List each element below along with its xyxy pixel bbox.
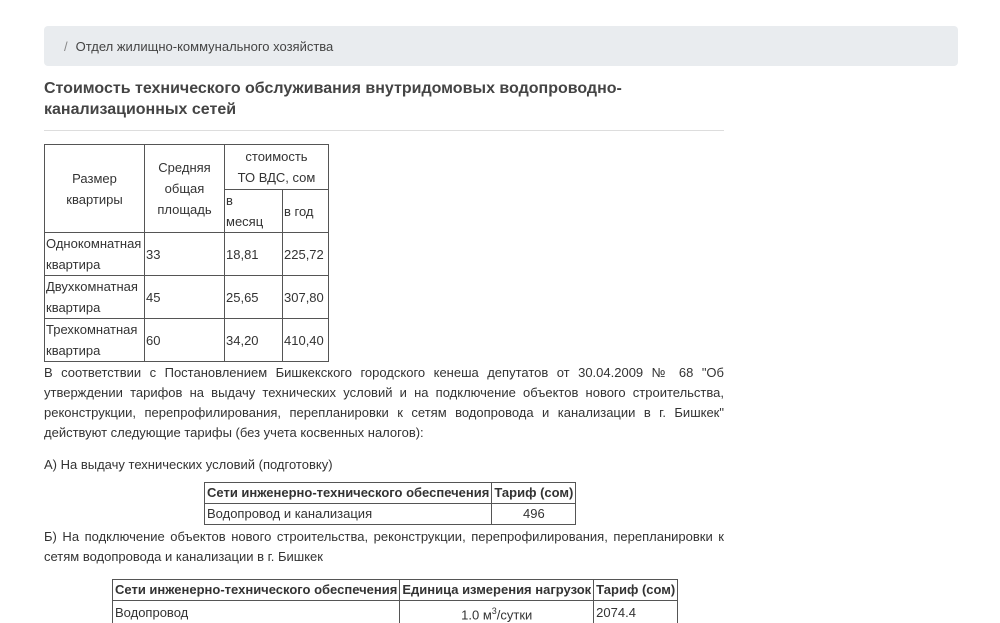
header-networks: Сети инженерно-технического обеспечения [205, 483, 492, 504]
header-tariff: Тариф (сом) [594, 580, 678, 601]
maintenance-cost-table [44, 144, 329, 362]
section-b-heading: Б) На подключение объектов нового строительства, реконструкции, перепрофилирования, перепланировки к сетям водопровода и канализации в г. Бишкек [44, 529, 724, 564]
header-tariff: Тариф (сом) [492, 483, 576, 504]
table-row [205, 504, 576, 525]
cell-load-unit: 1.0 $м^3$/сутки [400, 601, 594, 623]
header-cost: стоимость ТО ВДС, сом [225, 145, 329, 190]
technical-conditions-table [204, 482, 576, 525]
cell-year: 307,80 [283, 276, 329, 319]
cell-year: 410,40 [283, 319, 329, 362]
cell-apartment: Двухкомнатная квартира [45, 276, 145, 319]
cell-network: Водопровод [113, 601, 400, 623]
header-per-month: в месяц [225, 190, 283, 233]
cell-area: 45 [145, 276, 225, 319]
breadcrumb [44, 26, 958, 66]
header-networks: Сети инженерно-технического обеспечения [113, 580, 400, 601]
cell-month: 18,81 [225, 233, 283, 276]
cell-apartment: Однокомнатная квартира [45, 233, 145, 276]
cell-area: 33 [145, 233, 225, 276]
cell-network: Водопровод и канализация [205, 504, 492, 525]
cell-area: 60 [145, 319, 225, 362]
section-a-heading: А) На выдачу технических условий (подготовку) [44, 457, 333, 472]
page-title-line1: Стоимость технического обслуживания внутридомовых водопроводно- [44, 80, 622, 97]
table-header-row [45, 145, 329, 190]
resolution-paragraph: В соответствии с Постановлением Бишкекского городского кенеша депутатов от 30.04.2009 № 68 "Об утверждении тарифов на выдачу технических условий и на подключение объектов нового строительства, реконструкции, перепрофилирования, перепланировки к сетям водопровода и канализации в г. Бишкек" действуют следующие тарифы (без учета косвенных налогов): [44, 365, 724, 440]
table-header-row [113, 580, 678, 601]
header-average-area: Средняя общая площадь [145, 145, 225, 233]
main-content [44, 78, 724, 623]
breadcrumb-item-department[interactable]: Отдел жилищно-коммунального хозяйства [75, 38, 334, 54]
header-per-year: в год [283, 190, 329, 233]
cell-month: 25,65 [225, 276, 283, 319]
cell-tariff: 496 [492, 504, 576, 525]
page-title [44, 78, 724, 131]
table-row [45, 276, 329, 319]
table-row [45, 233, 329, 276]
table-row [113, 601, 678, 623]
cell-year: 225,72 [283, 233, 329, 276]
table-header-row [205, 483, 576, 504]
cell-month: 34,20 [225, 319, 283, 362]
page-title-line2: канализационных сетей [44, 101, 237, 118]
breadcrumb-separator: / [64, 38, 68, 54]
cell-apartment: Трехкомнатная квартира [45, 319, 145, 362]
header-load-unit: Единица измерения нагрузок [400, 580, 594, 601]
table-row [45, 319, 329, 362]
cell-tariff: 2074.4 [594, 601, 678, 623]
connection-tariff-table [112, 579, 678, 623]
header-apartment-size: Размер квартиры [45, 145, 145, 233]
